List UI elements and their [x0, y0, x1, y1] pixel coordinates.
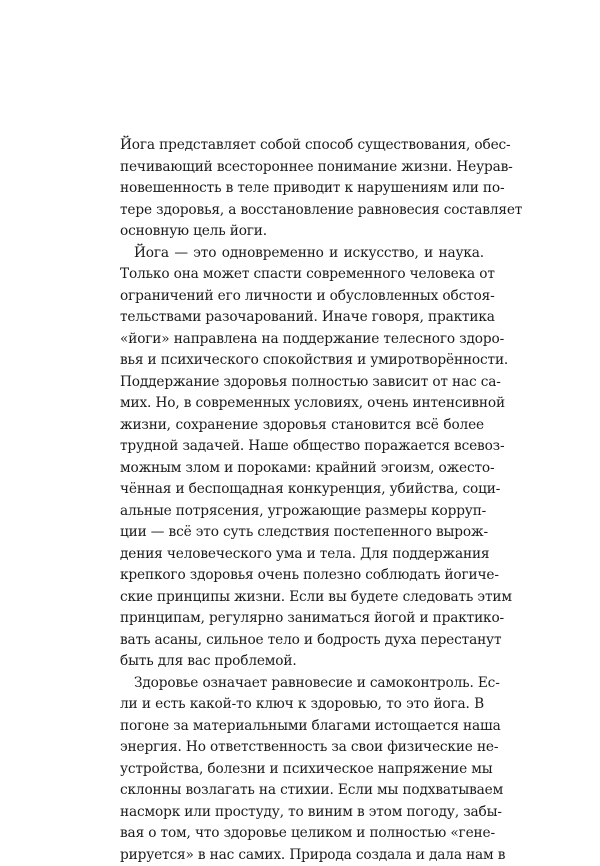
text-line: тельствами разочарований. Иначе говоря, практика: [120, 307, 484, 329]
paragraph-3: [120, 673, 484, 866]
text-line: тере здоровья, а восстановление равновесия составляет: [120, 200, 484, 222]
text-line: ограничений его личности и обусловленных обстоя-: [120, 286, 484, 308]
paragraph-2: [120, 243, 484, 673]
text-line: Поддержание здоровья полностью зависит от нас са-: [120, 372, 484, 394]
text-line: рируется» в нас самих. Природа создала и дала нам в: [120, 845, 484, 866]
text-line: мих. Но, в современных условиях, очень интенсивной: [120, 393, 484, 415]
text-line: Йога — это одновременно и искусство, и наука.: [120, 243, 484, 265]
paragraph-1: [120, 135, 484, 243]
text-line: вья и психического спокойствия и умиротворённости.: [120, 350, 484, 372]
text-line: ские принципы жизни. Если вы будете следовать этим: [120, 587, 484, 609]
text-line: трудной задачей. Наше общество поражается всевоз-: [120, 436, 484, 458]
text-line: новешенность в теле приводит к нарушениям или по-: [120, 178, 484, 200]
text-line: чённая и беспощадная конкуренция, убийства, соци-: [120, 479, 484, 501]
text-line: быть для вас проблемой.: [120, 651, 484, 673]
text-line: ции — всё это суть следствия постепенного вырож-: [120, 522, 484, 544]
text-line: жизни, сохранение здоровья становится всё более: [120, 415, 484, 437]
text-line: альные потрясения, угрожающие размеры корруп-: [120, 501, 484, 523]
text-line: Йога представляет собой способ существования, обес-: [120, 135, 484, 157]
text-line: Только она может спасти современного человека от: [120, 264, 484, 286]
text-line: ли и есть какой-то ключ к здоровью, то это йога. В: [120, 694, 484, 716]
text-line: основную цель йоги.: [120, 221, 484, 243]
text-line: вая о том, что здоровье целиком и полностью «гене-: [120, 823, 484, 845]
text-line: «йоги» направлена на поддержание телесного здоро-: [120, 329, 484, 351]
text-line: устройства, болезни и психическое напряжение мы: [120, 759, 484, 781]
text-line: крепкого здоровья очень полезно соблюдать йогиче-: [120, 565, 484, 587]
text-line: вать асаны, сильное тело и бодрость духа перестанут: [120, 630, 484, 652]
text-line: можным злом и пороками: крайний эгоизм, ожесто-: [120, 458, 484, 480]
text-line: дения человеческого ума и тела. Для поддержания: [120, 544, 484, 566]
text-body: [120, 135, 484, 866]
text-line: печивающий всестороннее понимание жизни. Неурав-: [120, 157, 484, 179]
text-line: принципам, регулярно заниматься йогой и практико-: [120, 608, 484, 630]
text-line: энергия. Но ответственность за свои физические не-: [120, 737, 484, 759]
text-line: склонны возлагать на стихии. Если мы подхватываем: [120, 780, 484, 802]
text-line: насморк или простуду, то виним в этом погоду, забы-: [120, 802, 484, 824]
text-line: Здоровье означает равновесие и самоконтроль. Ес-: [120, 673, 484, 695]
text-line: погоне за материальными благами истощается наша: [120, 716, 484, 738]
